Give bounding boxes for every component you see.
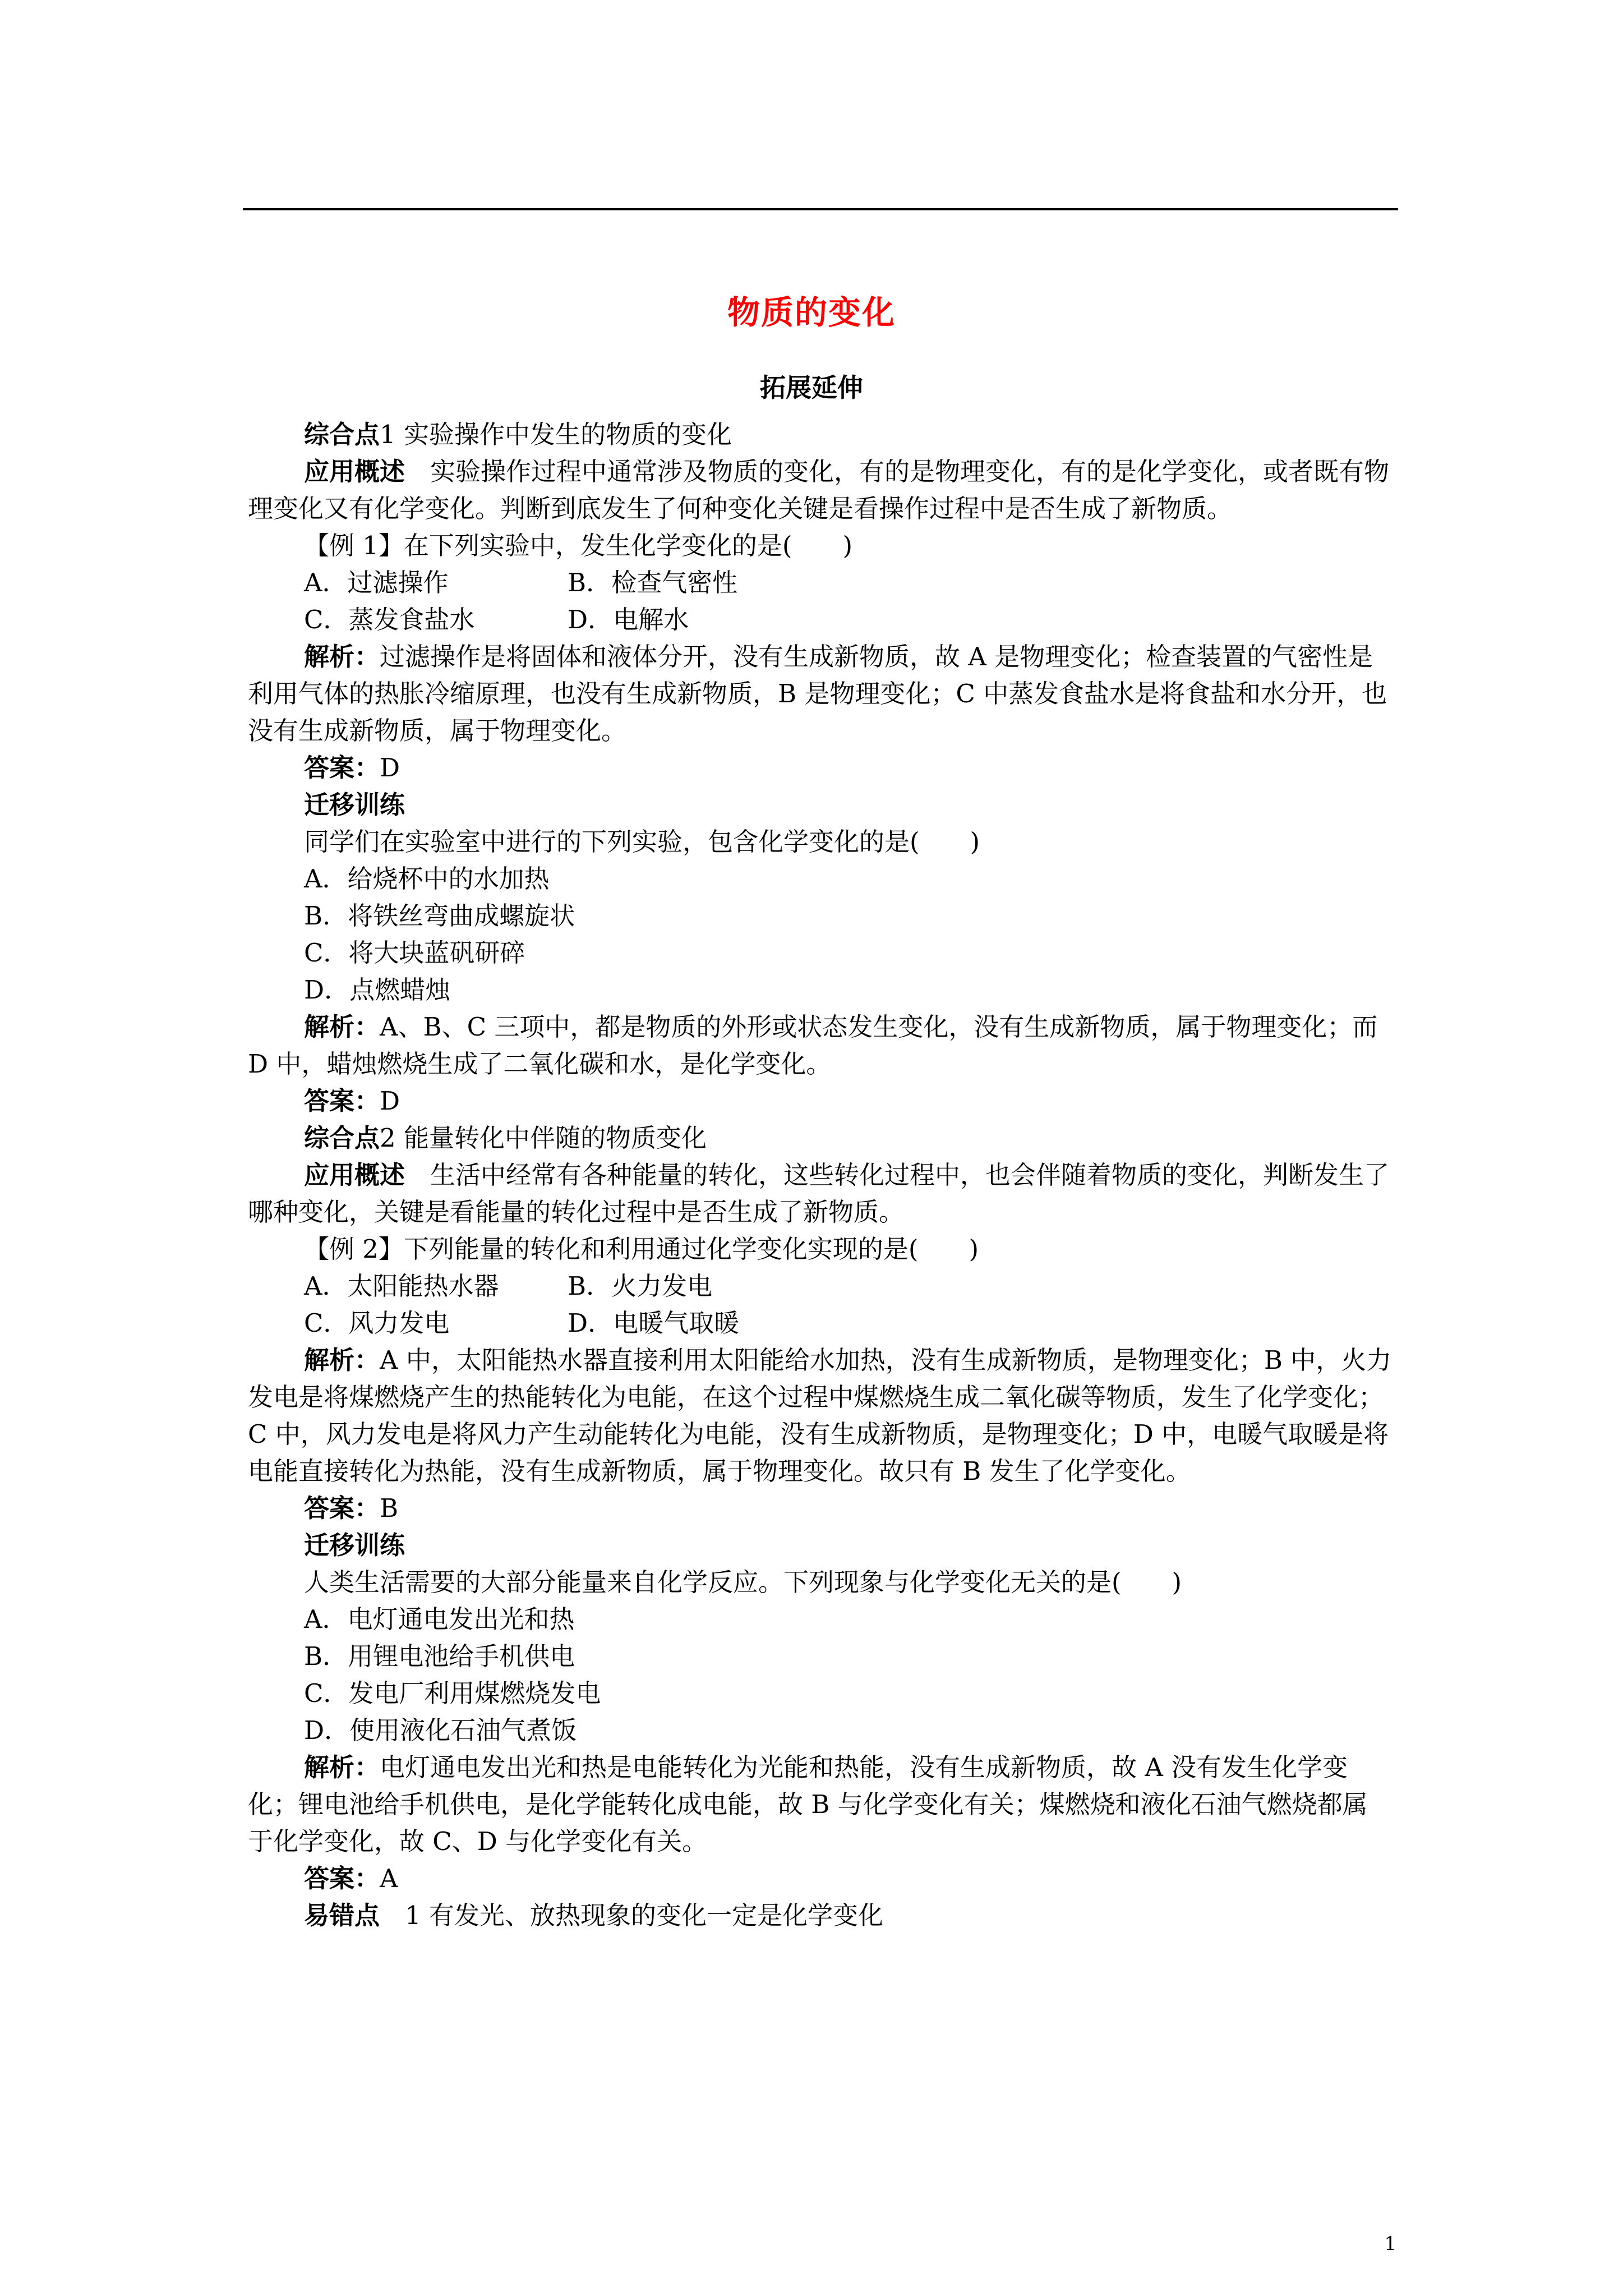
option: B．检查气密性: [568, 568, 738, 597]
answer-line: [248, 749, 1392, 786]
training-question: 同学们在实验室中进行的下列实验，包含化学变化的是( ): [304, 827, 980, 857]
answer-line: [248, 1490, 1392, 1527]
page-number: 1: [1384, 2233, 1396, 2255]
answer-line: [248, 1083, 1392, 1120]
overview-paragraph: [248, 1157, 1392, 1231]
answer-value: B: [380, 1493, 399, 1523]
option-row: [248, 601, 1392, 638]
explanation-paragraph: [248, 1009, 1392, 1083]
explanation-text: 过滤操作是将固体和液体分开，没有生成新物质，故 A 是物理变化；检查装置的气密性是利用气体的热胀冷缩原理，也没有生成新物质，B 是物理变化；C 中蒸发食盐水是将食盐和水分开，也没有生成新物质，属于物理变化。: [248, 642, 1387, 746]
option: D．电解水: [568, 605, 689, 634]
option: A．给烧杯中的水加热: [304, 864, 550, 894]
explanation-text: A、B、C 三项中，都是物质的外形或状态发生变化，没有生成新物质，属于物理变化；而 D 中，蜡烛燃烧生成了二氧化碳和水，是化学变化。: [248, 1012, 1378, 1079]
option-row: [248, 1268, 1392, 1305]
document-body: [248, 416, 1392, 1934]
option: D．电暖气取暖: [568, 1308, 740, 1338]
option: B．将铁丝弯曲成螺旋状: [304, 901, 575, 931]
answer-value: D: [380, 1086, 400, 1116]
topic-heading: [248, 416, 1392, 453]
training-heading: 迁移训练: [304, 1530, 405, 1560]
answer-label: 答案：: [304, 753, 380, 783]
training-heading: 迁移训练: [304, 790, 405, 820]
explanation-label: 解析：: [304, 1012, 380, 1042]
mistake-text: 1 有发光、放热现象的变化一定是化学变化: [405, 1901, 883, 1930]
mistake-label: 易错点: [304, 1901, 380, 1930]
page-title: 物质的变化: [727, 293, 896, 332]
answer-label: 答案：: [304, 1086, 380, 1116]
explanation-label: 解析：: [304, 1345, 380, 1375]
topic-label: 综合点: [304, 420, 380, 449]
explanation-text: A 中，太阳能热水器直接利用太阳能给水加热，没有生成新物质，是物理变化；B 中，火力发电是将煤燃烧产生的热能转化为电能，在这个过程中煤燃烧生成二氧化碳等物质，发生了化学变化；C 中，风力发电是将风力产生动能转化为电能，没有生成新物质，是物理变化；D 中，电暖气取暖是将电能直接转化为热能，没有生成新物质，属于物理变化。故只有 B 发生了化学变化。: [248, 1345, 1392, 1486]
example-question: 【例 1】在下列实验中，发生化学变化的是( ): [304, 531, 853, 560]
topic-heading: [248, 1120, 1392, 1157]
option: C．风力发电: [304, 1308, 450, 1338]
topic-text: 2 能量转化中伴随的物质变化: [380, 1123, 707, 1153]
option: B．火力发电: [568, 1271, 713, 1301]
option: A．过滤操作: [304, 568, 449, 597]
option: D．使用液化石油气煮饭: [304, 1715, 577, 1745]
option: C．发电厂利用煤燃烧发电: [304, 1678, 601, 1708]
example-question: 【例 2】下列能量的转化和利用通过化学变化实现的是( ): [304, 1234, 979, 1264]
option: A．电灯通电发出光和热: [304, 1604, 575, 1634]
explanation-text: 电灯通电发出光和热是电能转化为光能和热能，没有生成新物质，故 A 没有发生化学变化；锂电池给手机供电，是化学能转化成电能，故 B 与化学变化有关；煤燃烧和液化石油气燃烧都属于化学变化，故 C、D 与化学变化有关。: [248, 1752, 1368, 1856]
explanation-paragraph: [248, 638, 1392, 749]
explanation-label: 解析：: [304, 642, 380, 671]
overview-label: 应用概述: [304, 1160, 405, 1190]
answer-label: 答案：: [304, 1493, 380, 1523]
option: D．点燃蜡烛: [304, 975, 451, 1005]
explanation-label: 解析：: [304, 1752, 380, 1782]
option-row: [248, 1305, 1392, 1342]
answer-value: D: [380, 753, 400, 783]
topic-text: 1 实验操作中发生的物质的变化: [380, 420, 732, 449]
mistake-heading: [248, 1897, 1392, 1934]
option-row: [248, 564, 1392, 601]
option: C．蒸发食盐水: [304, 605, 475, 634]
explanation-paragraph: [248, 1342, 1392, 1490]
training-question: 人类生活需要的大部分能量来自化学反应。下列现象与化学变化无关的是( ): [304, 1567, 1182, 1597]
topic-label: 综合点: [304, 1123, 380, 1153]
answer-label: 答案：: [304, 1864, 380, 1893]
header-rule: [243, 208, 1398, 210]
answer-value: A: [380, 1864, 398, 1893]
option: B．用锂电池给手机供电: [304, 1641, 575, 1671]
overview-text: 实验操作过程中通常涉及物质的变化，有的是物理变化，有的是化学变化，或者既有物理变化又有化学变化。判断到底发生了何种变化关键是看操作过程中是否生成了新物质。: [248, 457, 1390, 523]
answer-line: [248, 1860, 1392, 1897]
overview-label: 应用概述: [304, 457, 405, 486]
explanation-paragraph: [248, 1749, 1392, 1860]
section-subtitle: 拓展延伸: [760, 372, 863, 403]
option: C．将大块蓝矾研碎: [304, 938, 525, 968]
overview-text: 生活中经常有各种能量的转化，这些转化过程中，也会伴随着物质的变化，判断发生了哪种变化，关键是看能量的转化过程中是否生成了新物质。: [248, 1160, 1390, 1227]
option: A．太阳能热水器: [304, 1271, 499, 1301]
overview-paragraph: [248, 453, 1392, 527]
